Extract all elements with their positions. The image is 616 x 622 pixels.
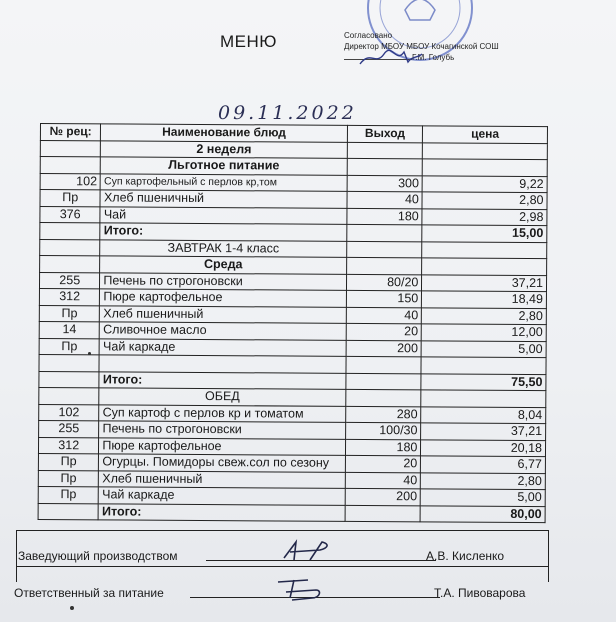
dish-output: 100/30 <box>345 422 421 439</box>
dish-output: 200 <box>345 488 421 505</box>
total-value: 15,00 <box>422 225 547 242</box>
dish-name: Печень по строгоновски <box>100 272 346 290</box>
dish-price: 2,98 <box>422 208 547 225</box>
manager-signature-icon <box>280 538 336 564</box>
director-name: Г.М. Голубь <box>412 53 455 62</box>
dish-price: 8,04 <box>421 406 546 423</box>
total-row <box>38 503 545 523</box>
total-value: 75,50 <box>421 373 546 390</box>
recipe-code: 312 <box>38 437 99 454</box>
dish-name: Печень по строгоновски <box>99 421 345 439</box>
document-title: МЕНЮ <box>220 32 277 51</box>
manager-label: Заведующий производством <box>18 549 178 563</box>
dish-name: Чай каркаде <box>100 338 346 356</box>
header-dish-name: Наименование блюд <box>101 124 347 142</box>
dish-output: 20 <box>345 455 421 472</box>
menu-date: 09.11.2022 <box>218 102 357 124</box>
recipe-code: 14 <box>39 321 100 338</box>
dish-name: Суп картофельный с перлов кр,том <box>101 173 347 191</box>
dish-output: 80/20 <box>346 274 422 291</box>
dish-price: 20,18 <box>421 439 546 456</box>
section-preferential: Льготное питание <box>101 157 347 175</box>
recipe-code: 102 <box>40 173 101 190</box>
dish-output: 180 <box>345 439 421 456</box>
dish-price: 6,77 <box>421 456 546 473</box>
dish-price: 5,00 <box>421 340 546 357</box>
dish-name: Хлеб пшеничный <box>100 190 346 208</box>
responsible-label: Ответственный за питание <box>14 586 164 600</box>
header-price: цена <box>423 126 548 143</box>
menu-table <box>38 123 548 523</box>
signature-frame-mid <box>16 566 548 567</box>
dish-name: Пюре картофельное <box>100 289 346 307</box>
dish-output: 200 <box>346 340 422 357</box>
director-signature-icon <box>356 46 426 70</box>
manager-name: А.В. Кисленко <box>426 549 505 563</box>
total-label: Итого: <box>100 223 346 241</box>
header-recipe-number: № рец: <box>40 124 101 141</box>
dish-price: 9,22 <box>422 175 547 192</box>
dish-name: Огурцы. Помидоры свеж.сол по сезону <box>99 454 345 472</box>
total-label: Итого: <box>99 371 345 389</box>
dish-output: 40 <box>346 307 422 324</box>
header-output: Выход <box>347 125 423 142</box>
dish-output: 20 <box>346 323 422 340</box>
recipe-code: 255 <box>39 420 100 437</box>
dish-price: 2,80 <box>421 472 546 489</box>
dish-name: Чай каркаде <box>99 487 345 505</box>
recipe-code: Пр <box>39 305 100 322</box>
recipe-code: 255 <box>39 272 100 289</box>
total-label: Итого: <box>98 503 344 521</box>
signature-frame-right <box>548 530 549 582</box>
dish-name: Суп картоф с перлов кр и томатом <box>99 404 345 422</box>
dish-price: 5,00 <box>421 489 546 506</box>
dish-name: Хлеб пшеничный <box>100 305 346 323</box>
recipe-code: Пр <box>38 486 99 503</box>
total-value: 80,00 <box>420 505 545 522</box>
dish-price: 2,80 <box>422 307 547 324</box>
ink-dot <box>88 352 91 355</box>
recipe-code: 312 <box>39 288 100 305</box>
signature-frame-top <box>16 530 548 531</box>
dish-output: 150 <box>346 290 422 307</box>
recipe-code: Пр <box>39 338 100 355</box>
dish-name: Чай <box>100 206 346 224</box>
dish-name: Пюре картофельное <box>99 437 345 455</box>
recipe-code: Пр <box>38 470 99 487</box>
recipe-code: 102 <box>39 404 100 421</box>
approval-line-2: Директор МБОУ МБОУ Кочагинской СОШ <box>344 42 499 51</box>
breakfast-label: ЗАВТРАК 1-4 класс <box>100 239 346 257</box>
approval-line-1: Согласовано <box>344 31 393 40</box>
week-label: 2 неделя <box>101 140 347 158</box>
responsible-signature-icon <box>272 574 328 602</box>
dish-price: 12,00 <box>422 324 547 341</box>
dish-output: 40 <box>347 191 423 208</box>
dish-price: 37,21 <box>421 423 546 440</box>
lunch-label: ОБЕД <box>99 388 345 406</box>
recipe-code: Пр <box>38 453 99 470</box>
responsible-name: Т.А. Пивоварова <box>434 586 526 600</box>
ink-dot <box>70 606 74 610</box>
dish-price: 37,21 <box>422 274 547 291</box>
dish-name: Сливочное масло <box>100 322 346 340</box>
dish-output: 180 <box>347 208 423 225</box>
dish-name: Хлеб пшеничный <box>99 470 345 488</box>
dish-price: 2,80 <box>422 192 547 209</box>
day-label: Среда <box>100 256 346 274</box>
dish-price: 18,49 <box>422 291 547 308</box>
dish-output: 280 <box>345 406 421 423</box>
dish-output: 300 <box>347 175 423 192</box>
recipe-code: 376 <box>40 206 101 223</box>
dish-output: 40 <box>345 472 421 489</box>
recipe-code: Пр <box>40 190 101 207</box>
